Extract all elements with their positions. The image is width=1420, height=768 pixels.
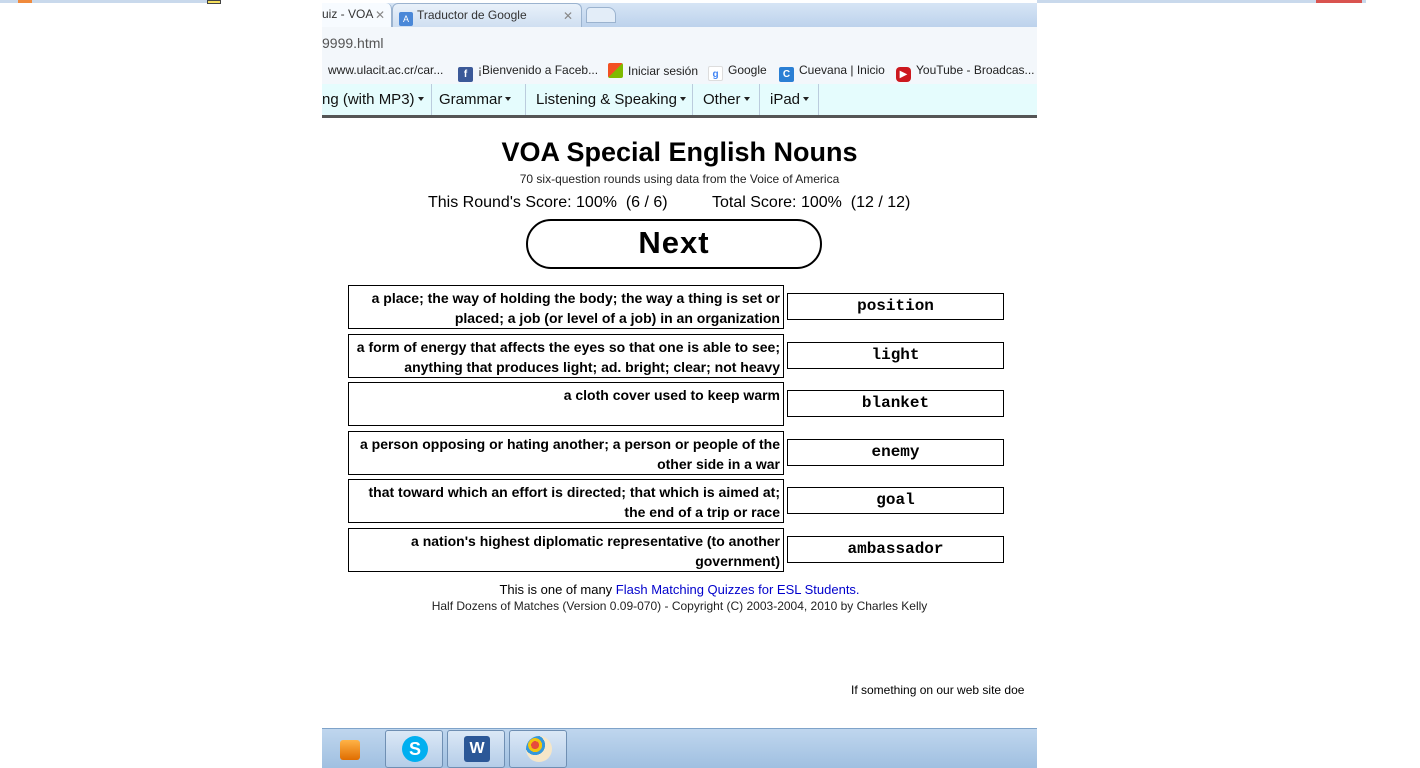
tab-label: uiz - VOA <box>322 7 374 21</box>
bookmark-label: www.ulacit.ac.cr/car... <box>328 63 444 77</box>
chevron-down-icon <box>744 97 750 101</box>
total-score <box>712 194 910 212</box>
address-bar[interactable] <box>322 27 1037 59</box>
definition-box-5: that toward which an effort is directed; that which is aimed at; the end of a trip or race <box>348 479 784 523</box>
bookmark-label: ¡Bienvenido a Faceb... <box>478 63 599 77</box>
taskbar-media-player[interactable] <box>322 730 380 768</box>
total-score-label: Total Score: <box>712 194 797 211</box>
bookmark-label: YouTube - Broadcas... <box>916 63 1035 77</box>
answer-box-5[interactable]: goal <box>787 487 1004 514</box>
definition-box-6: a nation's highest diplomatic representative (to another government) <box>348 528 784 572</box>
round-score-value: 100% (6 / 6) <box>576 194 668 211</box>
skype-icon: S <box>402 736 428 762</box>
background-window-strip <box>0 0 210 3</box>
google-translate-icon: A <box>399 12 413 26</box>
nav-label: Other <box>703 91 741 108</box>
chevron-down-icon <box>418 97 424 101</box>
tab-translator[interactable] <box>392 3 582 27</box>
total-score-value: 100% (12 / 12) <box>800 194 911 211</box>
close-window-button[interactable] <box>1316 0 1362 3</box>
taskbar-paint[interactable] <box>509 730 567 768</box>
nav-other[interactable] <box>696 84 760 115</box>
answer-box-1[interactable]: position <box>787 293 1004 320</box>
page-subtitle: 70 six-question rounds using data from the Voice of America <box>519 172 840 186</box>
word-icon: W <box>464 736 490 762</box>
address-text[interactable]: 9999.html <box>322 35 384 51</box>
definition-box-4: a person opposing or hating another; a person or people of the other side in a war <box>348 431 784 475</box>
page-title: VOA Special English Nouns <box>501 137 858 167</box>
definition-box-1: a place; the way of holding the body; the way a thing is set or placed; a job (or level of a job) in an organization <box>348 285 784 329</box>
definition-box-3: a cloth cover used to keep warm <box>348 382 784 426</box>
cuevana-icon: C <box>779 67 794 82</box>
round-score <box>428 194 668 212</box>
facebook-icon: f <box>458 67 473 82</box>
bookmark-youtube[interactable] <box>896 63 1035 82</box>
bookmarks-bar <box>322 58 1037 85</box>
youtube-icon: ▶ <box>896 67 911 82</box>
windows-live-icon <box>608 63 623 78</box>
answer-box-6[interactable]: ambassador <box>787 536 1004 563</box>
nav-reading[interactable] <box>322 84 432 115</box>
round-score-label: This Round's Score: <box>428 194 572 211</box>
site-nav <box>322 84 1037 118</box>
tab-label: Traductor de Google <box>417 8 527 22</box>
bookmark-label: Iniciar sesión <box>628 64 699 78</box>
definition-box-2: a form of energy that affects the eyes so that one is able to see; anything that produces light; ad. bright; clear; not heavy <box>348 334 784 378</box>
copyright: Half Dozens of Matches (Version 0.09-070) - Copyright (C) 2003-2004, 2010 by Charles Kelly <box>431 599 928 613</box>
media-player-icon <box>340 740 360 760</box>
close-icon[interactable]: ✕ <box>374 8 385 22</box>
taskbar-skype[interactable] <box>385 730 443 768</box>
tab-strip <box>322 3 1037 27</box>
chevron-down-icon <box>505 97 511 101</box>
answer-box-4[interactable]: enemy <box>787 439 1004 466</box>
google-icon: g <box>708 66 723 81</box>
bookmark-label: Google <box>728 63 767 77</box>
nav-label: Grammar <box>439 91 503 108</box>
paint-icon <box>526 736 552 762</box>
background-window-icon <box>207 0 221 4</box>
chevron-down-icon <box>680 97 686 101</box>
taskbar-word[interactable] <box>447 730 505 768</box>
background-window-strip-right <box>1036 0 1366 3</box>
nav-label: iPad <box>770 91 801 108</box>
answer-box-2[interactable]: light <box>787 342 1004 369</box>
nav-label: ng (with MP3) <box>322 91 415 108</box>
footer-line <box>322 582 1037 597</box>
taskbar <box>322 728 1037 768</box>
flash-quizzes-link[interactable]: Flash Matching Quizzes for ESL Students. <box>615 582 860 597</box>
bookmark-windows-live[interactable] <box>608 63 698 78</box>
new-tab-button[interactable] <box>586 7 616 23</box>
nav-label: Listening & Speaking <box>536 91 677 108</box>
scrolling-marquee: If something on our web site doe <box>851 683 1025 697</box>
chevron-down-icon <box>803 97 809 101</box>
bookmark-facebook[interactable] <box>458 63 598 82</box>
close-icon[interactable]: ✕ <box>562 9 573 23</box>
bookmark-label: Cuevana | Inicio <box>799 63 885 77</box>
browser-window <box>322 0 1037 768</box>
bookmark-google[interactable] <box>708 63 767 81</box>
footer-prefix: This is one of many <box>499 582 613 597</box>
bookmark-cuevana[interactable] <box>779 63 885 82</box>
nav-grammar[interactable] <box>432 84 526 115</box>
next-button[interactable]: Next <box>526 219 822 269</box>
nav-listening-speaking[interactable] <box>529 84 693 115</box>
nav-ipad[interactable] <box>763 84 819 115</box>
bookmark-ulacit[interactable] <box>328 63 443 77</box>
answer-box-3[interactable]: blanket <box>787 390 1004 417</box>
tab-quiz[interactable] <box>322 3 392 27</box>
